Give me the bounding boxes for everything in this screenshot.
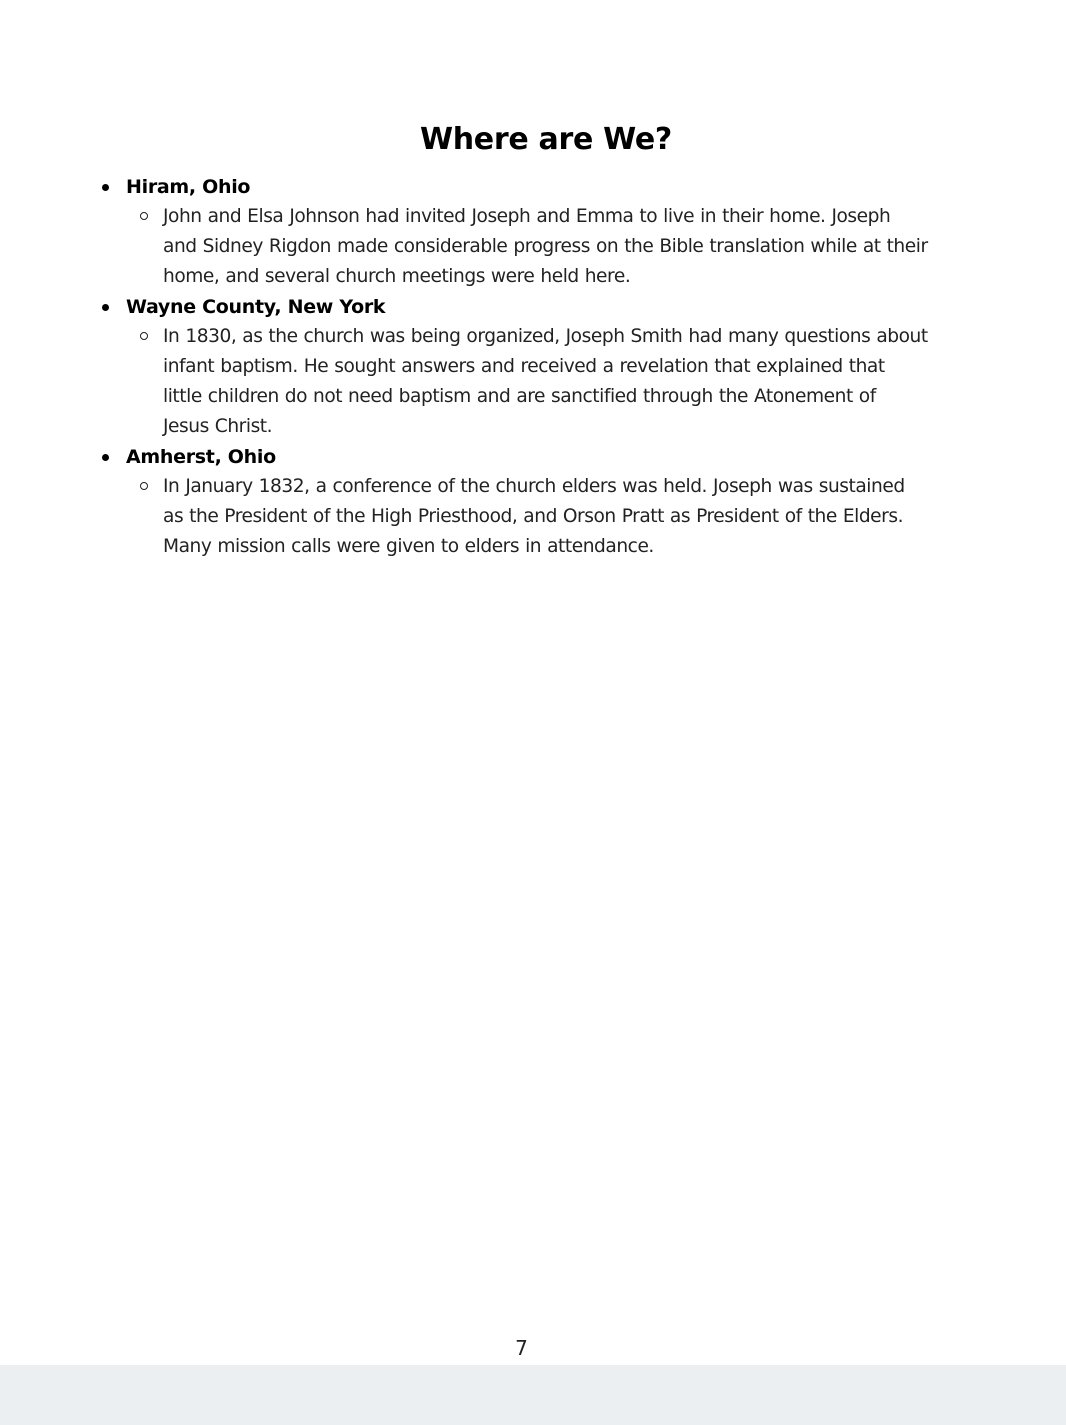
location-heading: Amherst, Ohio bbox=[126, 446, 276, 468]
hollow-bullet-icon bbox=[140, 212, 148, 220]
bullet-icon bbox=[102, 304, 109, 311]
description-line: home, and several church meetings were held here. bbox=[163, 266, 631, 287]
description-line: Jesus Christ. bbox=[163, 416, 273, 437]
location-description bbox=[126, 472, 980, 562]
hollow-bullet-icon bbox=[140, 332, 148, 340]
description-line: In January 1832, a conference of the church elders was held. Joseph was sustained bbox=[163, 476, 905, 497]
location-heading: Hiram, Ohio bbox=[126, 176, 251, 198]
bullet-icon bbox=[102, 184, 109, 191]
bullet-icon bbox=[102, 454, 109, 461]
page-title: Where are We? bbox=[419, 122, 673, 157]
description-line: little children do not need baptism and are sanctified through the Atonement of bbox=[163, 386, 876, 407]
list-item-amherst-ohio bbox=[100, 442, 980, 562]
location-heading: Wayne County, New York bbox=[126, 296, 386, 318]
viewer-background bbox=[0, 1365, 1066, 1425]
description-line: as the President of the High Priesthood, and Orson Pratt as President of the Elders. bbox=[163, 506, 904, 527]
list-item-wayne-county bbox=[100, 292, 980, 442]
description-line: and Sidney Rigdon made considerable progress on the Bible translation while at their bbox=[163, 236, 928, 257]
location-description bbox=[126, 202, 980, 292]
location-description bbox=[126, 322, 980, 442]
page-number: 7 bbox=[515, 1336, 528, 1360]
description-line: In 1830, as the church was being organized, Joseph Smith had many questions about bbox=[163, 326, 928, 347]
hollow-bullet-icon bbox=[140, 482, 148, 490]
description-line: infant baptism. He sought answers and received a revelation that explained that bbox=[163, 356, 885, 377]
description-line: Many mission calls were given to elders in attendance. bbox=[163, 536, 654, 557]
location-list bbox=[100, 172, 980, 562]
list-item-hiram-ohio bbox=[100, 172, 980, 292]
description-line: John and Elsa Johnson had invited Joseph and Emma to live in their home. Joseph bbox=[163, 206, 891, 227]
